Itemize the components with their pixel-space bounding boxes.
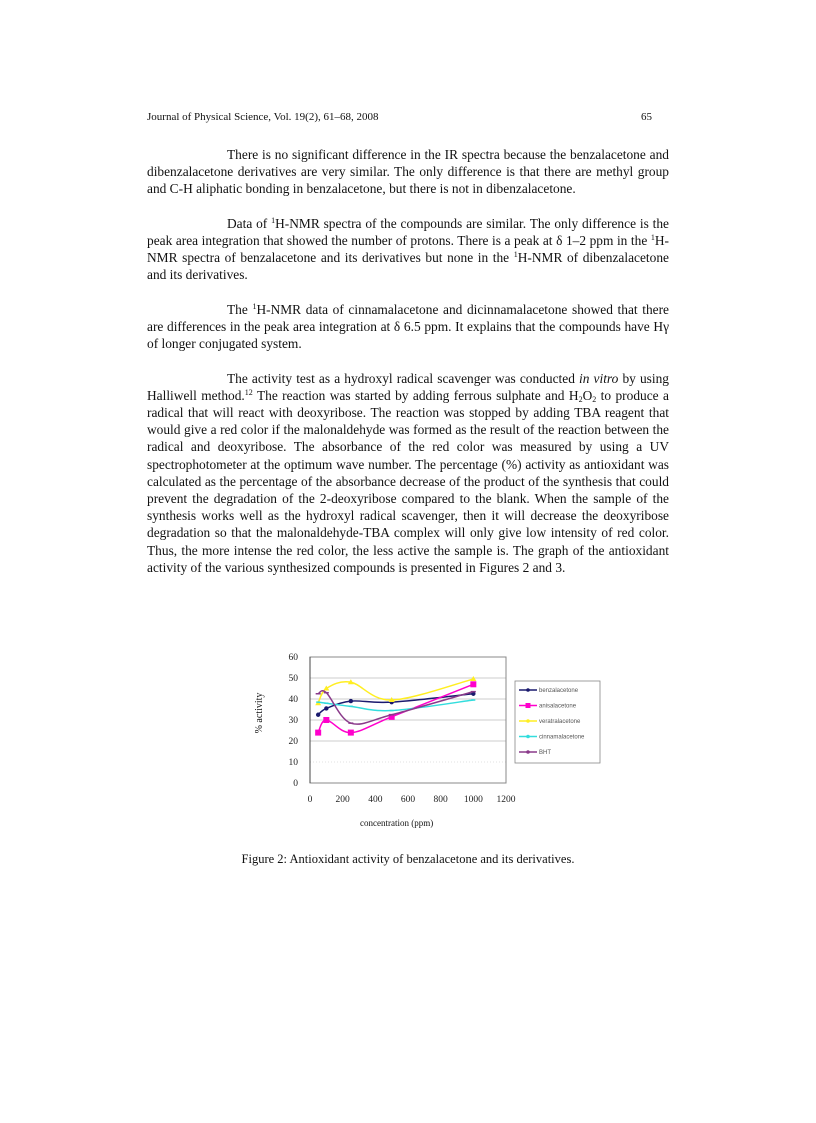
x-tick-label: 200	[335, 795, 350, 805]
data-point	[315, 730, 321, 736]
series-line-anisalacetone	[318, 684, 473, 732]
x-tick-label: 800	[433, 795, 448, 805]
y-tick-label: 10	[288, 758, 298, 768]
legend-marker	[526, 735, 530, 739]
y-tick-label: 0	[293, 779, 298, 789]
line-chart	[244, 648, 608, 823]
paragraph-cinnamalacetone: The $^1$H-NMR data of cinnamalacetone and dicinnamalacetone showed that there are differences in the peak area integration at δ 6.5 ppm. It explains that the compounds have Hγ of longer conjugated system.	[147, 301, 669, 352]
running-header	[147, 111, 652, 123]
legend-marker	[526, 703, 531, 708]
figure-caption: Figure 2: Antioxidant activity of benzalacetone and its derivatives.	[241, 852, 575, 866]
paragraph-activity-test: The activity test as a hydroxyl radical scavenger was conducted in vitro by using Halliwell method.$^{12}$ The reaction was started by adding ferrous sulphate and $H_2O_2$ to produce a radical that will react with deoxyribose. The reaction was stopped by adding TBA reagent that would give a red color if the malonaldehyde was formed as the result of the reaction between the radical and deoxyribose. The absorbance of the red color was measured by using a UV spectrophotometer at the optimum wave number. The percentage (%) activity as antioxidant was calculated as the percentage of the absorbance decrease of the product of the synthesis that could prevent the degradation of the 2-deoxyribose compared to the blank. When the sample of the synthesis works well as the hydroxyl radical scavenger, then it will decrease the deoxyribose degradation so that the malonaldehyde-TBA complex will only give low intensity of red color. Thus, the more intense the red color, the less active the sample is. The graph of the antioxidant activity of the various synthesized compounds is presented in Figures 2 and 3.	[147, 370, 669, 575]
legend-label: BHT	[539, 750, 551, 756]
data-point	[316, 713, 320, 717]
legend-label: cinnamalacetone	[539, 734, 585, 741]
legend-label: veratralacetone	[539, 719, 581, 725]
y-tick-label: 50	[288, 674, 298, 684]
paragraph-ir-spectra: There is no significant difference in the IR spectra because the benzalacetone and dibenzalacetone derivatives are very similar. The only difference is that there are methyl group and C-H aliphatic bonding in benzalacetone, but there is not in dibenzalacetone.	[147, 147, 669, 197]
x-tick-label: 600	[400, 795, 416, 805]
y-tick-label: 40	[288, 695, 298, 705]
body-text	[147, 146, 669, 593]
x-tick-label: 0	[307, 795, 313, 805]
series-line-benzalacetone	[318, 694, 473, 715]
y-tick-label: 20	[288, 737, 298, 747]
legend-label: anisalacetone	[539, 703, 577, 710]
data-point	[324, 706, 328, 710]
legend-marker	[526, 688, 530, 692]
x-tick-label: 400	[368, 795, 383, 805]
data-point	[323, 717, 329, 723]
data-point	[470, 681, 476, 687]
data-point	[348, 730, 354, 736]
page-number: 65	[641, 111, 652, 123]
x-tick-label: 1000	[463, 795, 483, 805]
data-point	[470, 676, 476, 681]
paragraph-hnmr-spectra: Data of $^1$H-NMR spectra of the compounds are similar. The only difference is the peak area integration that showed the number of protons. There is a peak at δ 1–2 ppm in the $^1$H-NMR spectra of benzalacetone and its derivatives but none in the $^1$H-NMR of dibenzalacetone and its derivatives.	[147, 215, 669, 283]
y-tick-label: 30	[288, 716, 298, 726]
x-tick-label: 1200	[496, 795, 516, 805]
legend-label: benzalacetone	[539, 688, 579, 694]
figure-2-chart	[244, 648, 608, 833]
journal-citation: Journal of Physical Science, Vol. 19(2), 61–68, 2008	[147, 111, 379, 123]
data-point	[349, 699, 353, 703]
y-tick-label: 60	[288, 653, 298, 663]
y-axis-label: % activity	[254, 692, 265, 734]
x-axis-label: concentration (ppm)	[360, 818, 434, 828]
legend-marker	[526, 750, 530, 754]
series-line-veratralacetone	[318, 679, 473, 703]
legend-marker	[526, 719, 530, 723]
